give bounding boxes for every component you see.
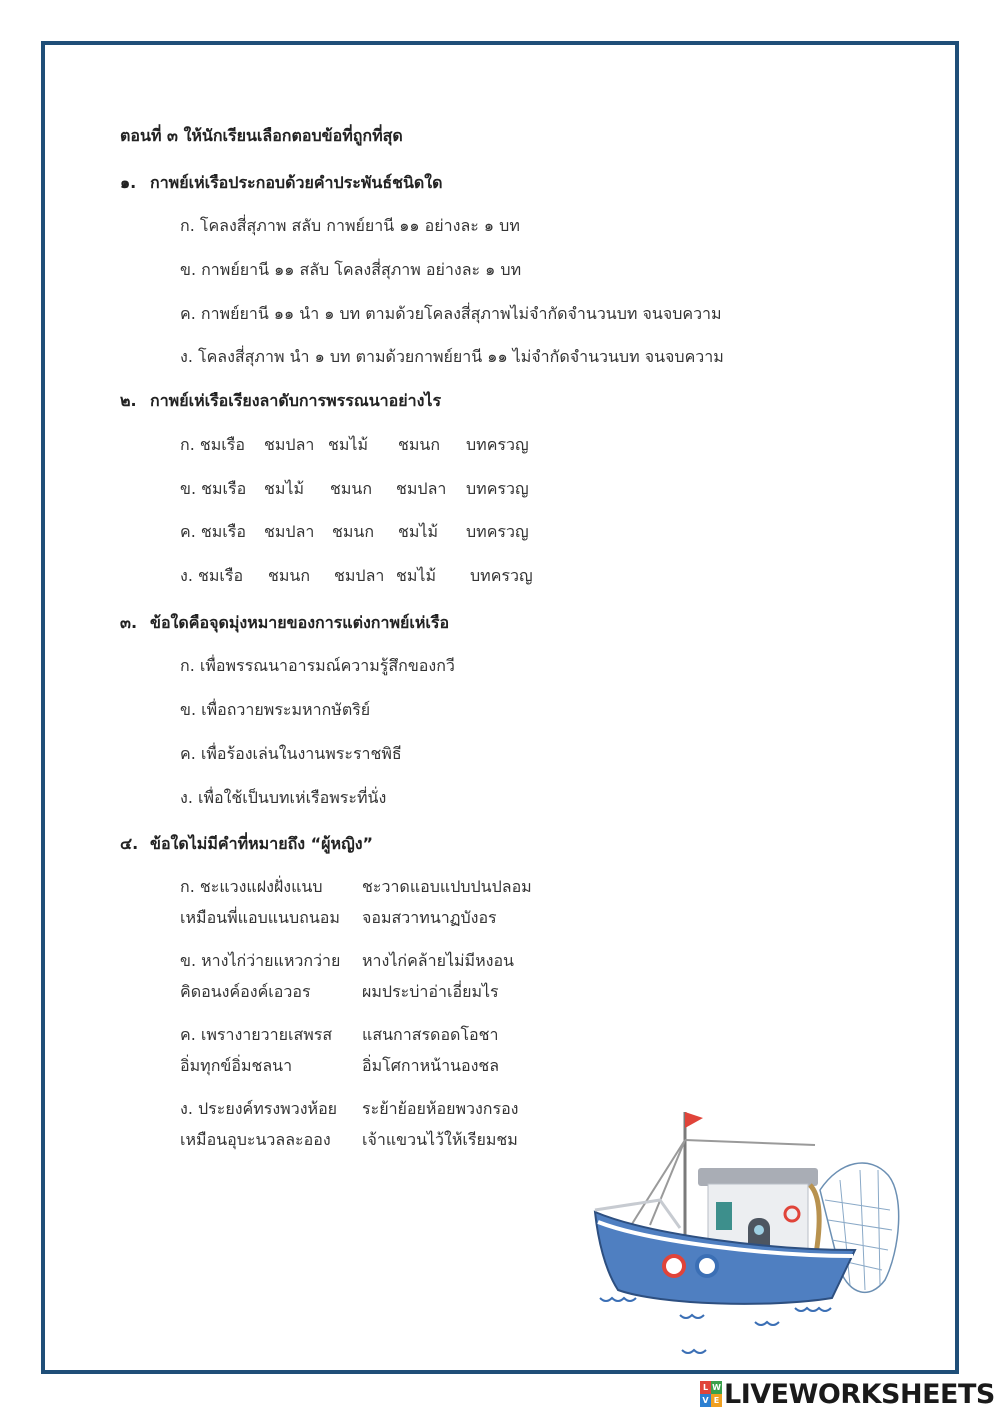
option-1d[interactable]: ง. โคลงสี่สุภาพ นำ ๑ บท ตามด้วยกาพย์ยานี ๑๑ ไม่จำกัดจำนวนบท จนจบความ bbox=[180, 347, 724, 366]
cabin-roof bbox=[698, 1168, 818, 1186]
flag-icon bbox=[685, 1112, 703, 1128]
poem-verse: จอมสวาทนาฏบังอร bbox=[362, 908, 497, 927]
option-word: ค. ชมเรือ bbox=[180, 522, 246, 541]
option-word: ชมปลา bbox=[396, 479, 447, 498]
wave-icon bbox=[680, 1315, 704, 1318]
question-text: กาพย์เห่เรือประกอบด้วยคำประพันธ์ชนิดใด bbox=[150, 173, 443, 192]
poem-verse: ชะวาดแอบแปบปนปลอม bbox=[362, 877, 532, 896]
option-1a[interactable]: ก. โคลงสี่สุภาพ สลับ กาพย์ยานี ๑๑ อย่างละ ๑ บท bbox=[180, 216, 520, 235]
question-number: ๒. bbox=[120, 391, 137, 410]
liveworksheets-logo-icon bbox=[700, 1381, 722, 1407]
option-word: บทครวญ bbox=[466, 479, 529, 498]
watermark-text: LIVEWORKSHEETS bbox=[724, 1378, 995, 1410]
poem-verse: ค. เพรางายวายเสพรส bbox=[180, 1025, 333, 1044]
option-3b[interactable]: ข. เพื่อถวายพระมหากษัตริย์ bbox=[180, 700, 371, 719]
option-word: ชมไม้ bbox=[398, 522, 438, 541]
option-2d[interactable] bbox=[180, 564, 533, 589]
option-word: บทครวญ bbox=[466, 522, 529, 541]
section-title: ตอนที่ ๓ ให้นักเรียนเลือกตอบข้อที่ถูกที่สุด bbox=[120, 126, 403, 145]
option-word: ชมนก bbox=[330, 479, 373, 498]
option-word: ชมนก bbox=[332, 522, 375, 541]
option-word: ชมปลา bbox=[264, 522, 315, 541]
question-text: ข้อใดไม่มีคำที่หมายถึง “ผู้หญิง” bbox=[150, 834, 374, 853]
question-4 bbox=[120, 832, 373, 857]
option-2c[interactable] bbox=[180, 520, 529, 545]
question-3 bbox=[120, 611, 449, 636]
option-word: ชมปลา bbox=[264, 435, 315, 454]
question-text: ข้อใดคือจุดมุ่งหมายของการแต่งกาพย์เห่เรือ bbox=[150, 613, 450, 632]
option-word: ก. ชมเรือ bbox=[180, 435, 245, 454]
option-word: บทครวญ bbox=[466, 435, 529, 454]
option-4c[interactable] bbox=[180, 1019, 499, 1081]
wave-icon bbox=[600, 1298, 636, 1301]
wave-icon bbox=[682, 1350, 706, 1353]
option-word: บทครวญ bbox=[470, 566, 533, 585]
poem-verse: คิดอนงค์องค์เอวอร bbox=[180, 982, 311, 1001]
option-3c[interactable]: ค. เพื่อร้องเล่นในงานพระราชพิธี bbox=[180, 744, 402, 763]
question-number: ๔. bbox=[120, 834, 139, 853]
logo-letter: V bbox=[700, 1394, 711, 1407]
poem-verse: หางไก่คล้ายไม่มีหงอน bbox=[362, 951, 514, 970]
wave-icon bbox=[755, 1322, 779, 1325]
poem-verse: ผมประบ่าอ่าเอี่ยมไร bbox=[362, 982, 499, 1001]
option-word: ชมนก bbox=[268, 566, 311, 585]
option-word: ชมไม้ bbox=[328, 435, 368, 454]
option-4d[interactable] bbox=[180, 1093, 518, 1155]
poem-verse: อิ่มโศกาหน้านองชล bbox=[362, 1056, 500, 1075]
lifebuoy-icon bbox=[664, 1256, 684, 1276]
option-1b[interactable]: ข. กาพย์ยานี ๑๑ สลับ โคลงสี่สุภาพ อย่างละ ๑ บท bbox=[180, 260, 522, 279]
option-2b[interactable] bbox=[180, 477, 529, 502]
option-word: ข. ชมเรือ bbox=[180, 479, 247, 498]
poem-verse: ก. ชะแวงแฝงฝั่งแนบ bbox=[180, 877, 323, 896]
option-word: ชมปลา bbox=[334, 566, 385, 585]
poem-verse: เหมือนอุบะนวลละออง bbox=[180, 1130, 331, 1149]
option-1c[interactable]: ค. กาพย์ยานี ๑๑ นำ ๑ บท ตามด้วยโคลงสี่สุภาพไม่จำกัดจำนวนบท จนจบความ bbox=[180, 304, 722, 323]
option-2a[interactable] bbox=[180, 433, 529, 458]
logo-letter: W bbox=[712, 1383, 721, 1392]
option-4b[interactable] bbox=[180, 945, 514, 1007]
rigging-line bbox=[685, 1140, 815, 1145]
porthole-icon bbox=[754, 1225, 764, 1235]
option-word: ง. ชมเรือ bbox=[180, 566, 244, 585]
question-1 bbox=[120, 171, 443, 196]
option-3a[interactable]: ก. เพื่อพรรณนาอารมณ์ความรู้สึกของกวี bbox=[180, 656, 455, 675]
poem-verse: เจ้าแขวนไว้ให้เรียมชม bbox=[362, 1130, 518, 1149]
liveworksheets-logo bbox=[700, 1379, 995, 1409]
option-word: ชมไม้ bbox=[396, 566, 436, 585]
option-3d[interactable]: ง. เพื่อใช้เป็นบทเห่เรือพระที่นั่ง bbox=[180, 788, 387, 807]
wave-icon bbox=[795, 1308, 831, 1311]
poem-verse: อิ่มทุกข์อิ่มชลนา bbox=[180, 1056, 293, 1075]
logo-letter: L bbox=[700, 1381, 711, 1394]
question-2 bbox=[120, 389, 441, 414]
question-text: กาพย์เห่เรือเรียงลาดับการพรรณนาอย่างไร bbox=[150, 391, 442, 410]
question-number: ๑. bbox=[120, 173, 137, 192]
lifebuoy-icon bbox=[697, 1256, 717, 1276]
poem-verse: ง. ประยงค์ทรงพวงห้อย bbox=[180, 1099, 338, 1118]
fishing-boat-illustration bbox=[570, 1100, 950, 1370]
poem-verse: เหมือนพี่แอบแนบถนอม bbox=[180, 908, 340, 927]
poem-verse: แสนกาสรดอดโอชา bbox=[362, 1025, 499, 1044]
poem-verse: ข. หางไก่ว่ายแหวกว่าย bbox=[180, 951, 341, 970]
option-word: ชมไม้ bbox=[264, 479, 304, 498]
cabin-window-icon bbox=[716, 1202, 732, 1230]
question-number: ๓. bbox=[120, 613, 138, 632]
logo-letter: E bbox=[711, 1394, 722, 1407]
option-word: ชมนก bbox=[398, 435, 441, 454]
option-4a[interactable] bbox=[180, 871, 532, 933]
poem-verse: ระย้าย้อยห้อยพวงกรอง bbox=[362, 1099, 519, 1118]
